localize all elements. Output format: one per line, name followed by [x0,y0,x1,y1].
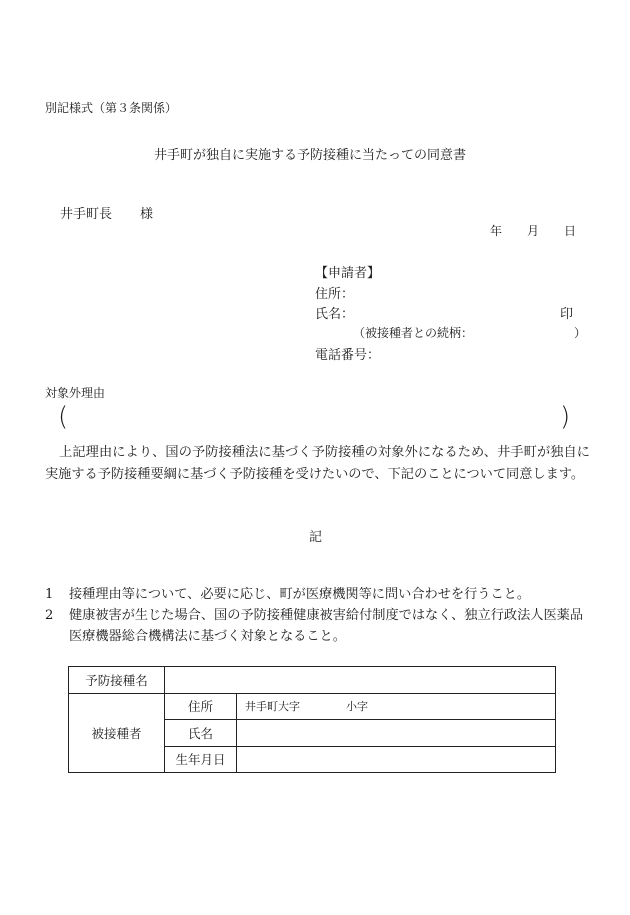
address-koaza: 小字 [346,700,368,714]
recipient-address-label: 住所 [165,693,237,720]
applicant-heading: 【申請者】 [315,266,381,281]
consent-paragraph [45,442,590,486]
date-year: 年 [490,224,503,238]
date-month: 月 [527,224,540,238]
applicant-phone-label: 電話番号： [315,348,381,363]
reason-label: 対象外理由 [45,386,106,400]
addressee-honorific: 様 [140,207,154,222]
relation-label: （被接種者との続柄： [353,326,474,340]
seal-mark: 印 [560,307,574,322]
item-number: 2 [45,608,54,623]
relation-close: ） [574,326,587,340]
recipient-info-table [68,666,556,773]
recipient-name-label: 氏名 [165,720,237,747]
ki-heading: 記 [309,530,323,545]
item-number: 1 [45,587,54,602]
recipient-dob-label: 生年月日 [165,746,237,773]
item-text: 接種理由等について、必要に応じ、町が医療機関等に問い合わせを行うこと。 [69,587,531,602]
table-row [69,667,556,694]
recipient-dob-field[interactable] [237,746,556,773]
vaccine-name-field[interactable] [165,667,556,694]
form-label: 別記様式（第３条関係） [45,101,178,115]
recipient-label: 被接種者 [69,693,165,773]
reason-close-paren: ) [560,402,571,432]
document-title: 井手町が独自に実施する予防接種に当たっての同意書 [154,148,467,163]
applicant-address-label: 住所： [315,287,355,302]
recipient-name-field[interactable] [237,720,556,747]
date-day: 日 [564,224,577,238]
table-row [69,693,556,720]
item-text: 健康被害が生じた場合、国の予防接種健康被害給付制度ではなく、独立行政法人医薬品医療機器総合機構法に基づく対象となること。 [69,608,584,644]
addressee-name: 井手町長 [60,207,113,222]
recipient-address-field[interactable] [237,693,556,720]
address-prefix: 井手町大字 [245,700,300,714]
reason-open-paren: ( [58,402,69,432]
vaccine-name-label: 予防接種名 [69,667,165,694]
applicant-name-label: 氏名： [315,307,355,322]
consent-paragraph-text: 上記理由により、国の予防接種法に基づく予防接種の対象外になるため、井手町が独自に実施する予防接種要綱に基づく予防接種を受けたいので、下記のことについて同意します。 [45,445,590,482]
